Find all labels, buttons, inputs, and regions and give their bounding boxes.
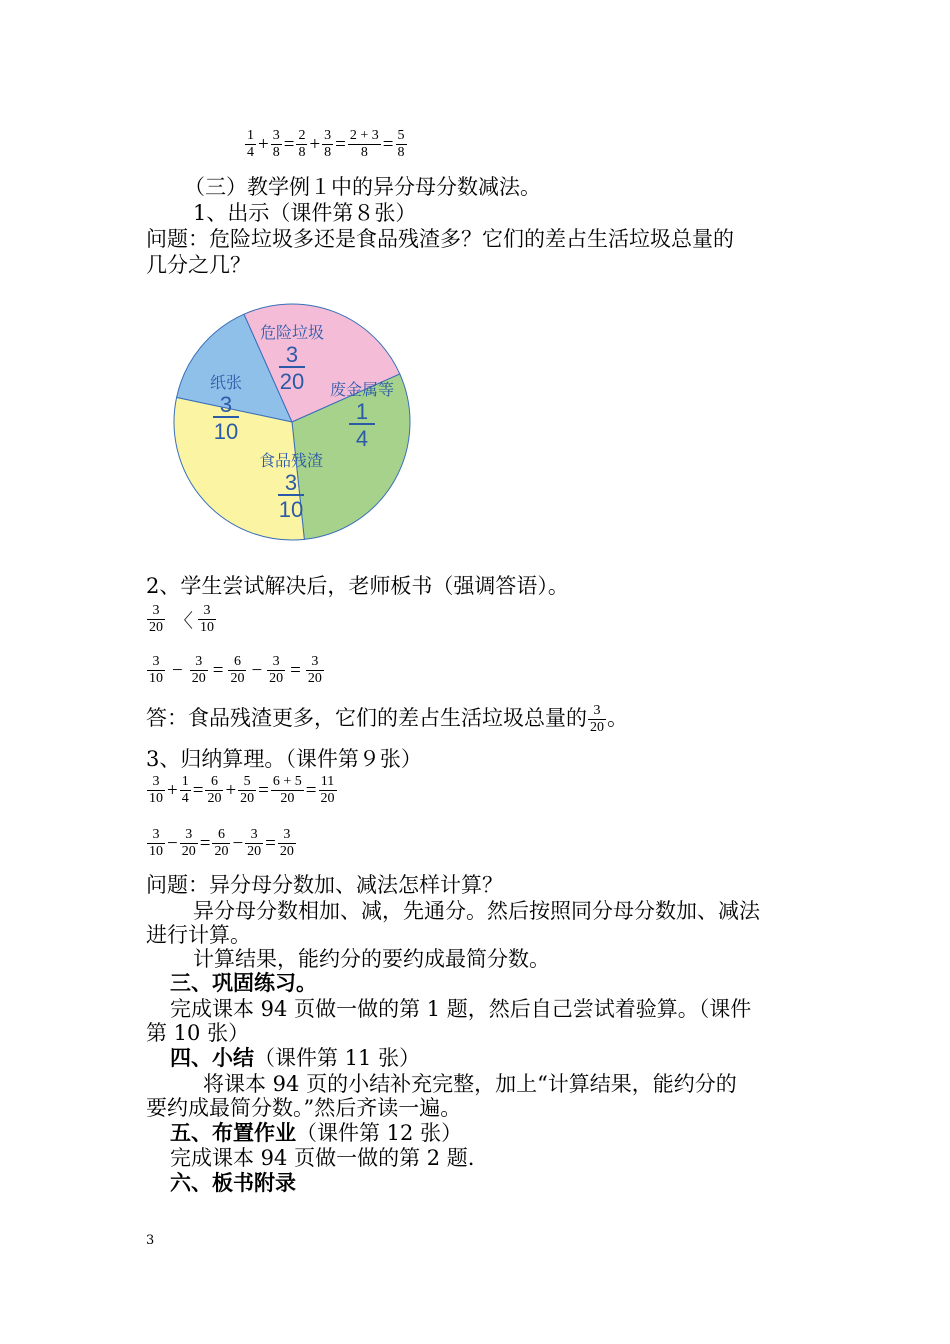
step-heading: 1、出示（课件第８张） — [193, 201, 417, 225]
pie-slice-denominator: 10 — [213, 419, 239, 444]
pie-slice-denominator: 4 — [355, 426, 369, 451]
section-heading: 六、板书附录 — [170, 1170, 296, 1195]
fraction: $\frac{3}{20}$ — [191, 654, 206, 686]
pie-slice-label: 危险垃圾 — [259, 323, 325, 342]
pie-slice-numerator: 3 — [219, 392, 233, 417]
equation-subtraction: $\frac{3}{10}$ − $\frac{3}{20}$ = $\frac{6}{20}$ − $\frac{3}{20}$ = $\frac{3}{20}$ — [149, 654, 322, 686]
pie-slice-label: 废金属等 — [329, 380, 395, 399]
fraction: $\frac{3}{8}$ — [272, 128, 280, 160]
step-heading: 3、归纳算理。（课件第９张） — [146, 747, 422, 771]
body-text: 要约成最简分数。”然后齐读一遍。 — [146, 1096, 462, 1120]
page-number: 3 — [146, 1233, 155, 1248]
fraction: $\frac{3}{10}$ — [149, 774, 163, 806]
pie-slice-numerator: 1 — [355, 399, 369, 424]
fraction: $\frac{6 + 5}{20}$ — [272, 774, 302, 806]
fraction: $\frac{1}{4}$ — [181, 774, 189, 806]
fraction: $\frac{3}{20}$ — [247, 827, 262, 859]
body-text: 将课本 94 页的小结补充完整，加上“计算结果，能约分的 — [203, 1072, 737, 1096]
fraction: $\frac{2}{8}$ — [298, 128, 306, 160]
question-text: 几分之几？ — [146, 253, 251, 277]
pie-slice-label: 纸张 — [209, 373, 243, 392]
pie-slice-numerator: 3 — [284, 470, 298, 495]
fraction: $\frac{2 + 3}{8}$ — [349, 128, 379, 160]
fraction: $\frac{11}{20}$ — [320, 774, 335, 806]
section-heading: （三）教学例１中的异分母分数减法。 — [184, 175, 541, 199]
pie-slice-numerator: 3 — [285, 342, 299, 367]
pie-slice-label: 食品残渣 — [258, 451, 324, 470]
fraction: $\frac{5}{8}$ — [397, 128, 405, 160]
pie-slice-denominator: 20 — [279, 369, 305, 394]
rule-text: 进行计算。 — [146, 923, 251, 947]
fraction: $\frac{3}{20}$ — [181, 827, 196, 859]
pie-slice-denominator: 10 — [278, 497, 304, 522]
section-heading: 三、巩固练习。 — [170, 970, 317, 995]
fraction: $\frac{6}{20}$ — [207, 774, 222, 806]
fraction: $\frac{3}{20}$ — [307, 654, 322, 686]
body-text: 完成课本 94 页做一做的第 2 题. — [170, 1146, 475, 1170]
fraction: $\frac{3}{20}$ — [279, 827, 294, 859]
section-heading: 五、布置作业（课件第 12 张） — [170, 1120, 463, 1145]
answer-text: 答：食品残渣更多，它们的差占生活垃圾总量的 $\frac{3}{20}$ 。 — [146, 703, 628, 735]
fraction: $\frac{3}{10}$ — [200, 603, 215, 635]
fraction: $\frac{3}{20}$ — [590, 703, 604, 735]
question-text: 问题：异分母分数加、减法怎样计算？ — [146, 873, 503, 897]
fraction: $\frac{1}{4}$ — [247, 128, 254, 160]
fraction: $\frac{3}{8}$ — [324, 128, 332, 160]
section-heading: 四、小结（课件第 11 张） — [170, 1045, 421, 1070]
fraction: $\frac{3}{20}$ — [149, 603, 163, 635]
rule-text: 计算结果，能约分的要约成最简分数。 — [193, 947, 550, 971]
question-text: 问题：危险垃圾多还是食品残渣多？它们的差占生活垃圾总量的 — [146, 227, 734, 251]
fraction: $\frac{6}{20}$ — [214, 827, 229, 859]
equation-same-denominator-add: $\frac{1}{4}$ + $\frac{3}{8}$ = $\frac{2}{8}$ + $\frac{3}{8}$ = $\frac{2 + 3}{8}$ = $\frac{5}{8}$ — [247, 128, 405, 160]
equation-different-denominator-add: $\frac{3}{10}$ + $\frac{1}{4}$ = $\frac{6}{20}$ + $\frac{5}{20}$ = $\frac{6 + 5}{20}$ = $\frac{11}{20}$ — [149, 774, 335, 806]
fraction: $\frac{3}{10}$ — [149, 654, 163, 686]
fraction: $\frac{3}{10}$ — [149, 827, 163, 859]
body-text: 第 10 张） — [146, 1021, 250, 1045]
fraction: $\frac{5}{20}$ — [240, 774, 255, 806]
fraction: $\frac{6}{20}$ — [230, 654, 245, 686]
fraction: $\frac{3}{20}$ — [269, 654, 284, 686]
step-heading: 2、学生尝试解决后，老师板书（强调答语）。 — [146, 574, 569, 598]
body-text: 完成课本 94 页做一做的第 1 题，然后自己尝试着验算。（课件 — [170, 997, 752, 1021]
equation-different-denominator-subtract: $\frac{3}{10}$ − $\frac{3}{20}$ = $\frac{6}{20}$ − $\frac{3}{20}$ = $\frac{3}{20}$ — [149, 827, 294, 859]
rule-text: 异分母分数相加、减，先通分。然后按照同分母分数加、减法 — [193, 899, 760, 923]
comparison: $\frac{3}{20}$ 〈 $\frac{3}{10}$ — [149, 603, 215, 635]
pie-chart — [170, 302, 415, 542]
